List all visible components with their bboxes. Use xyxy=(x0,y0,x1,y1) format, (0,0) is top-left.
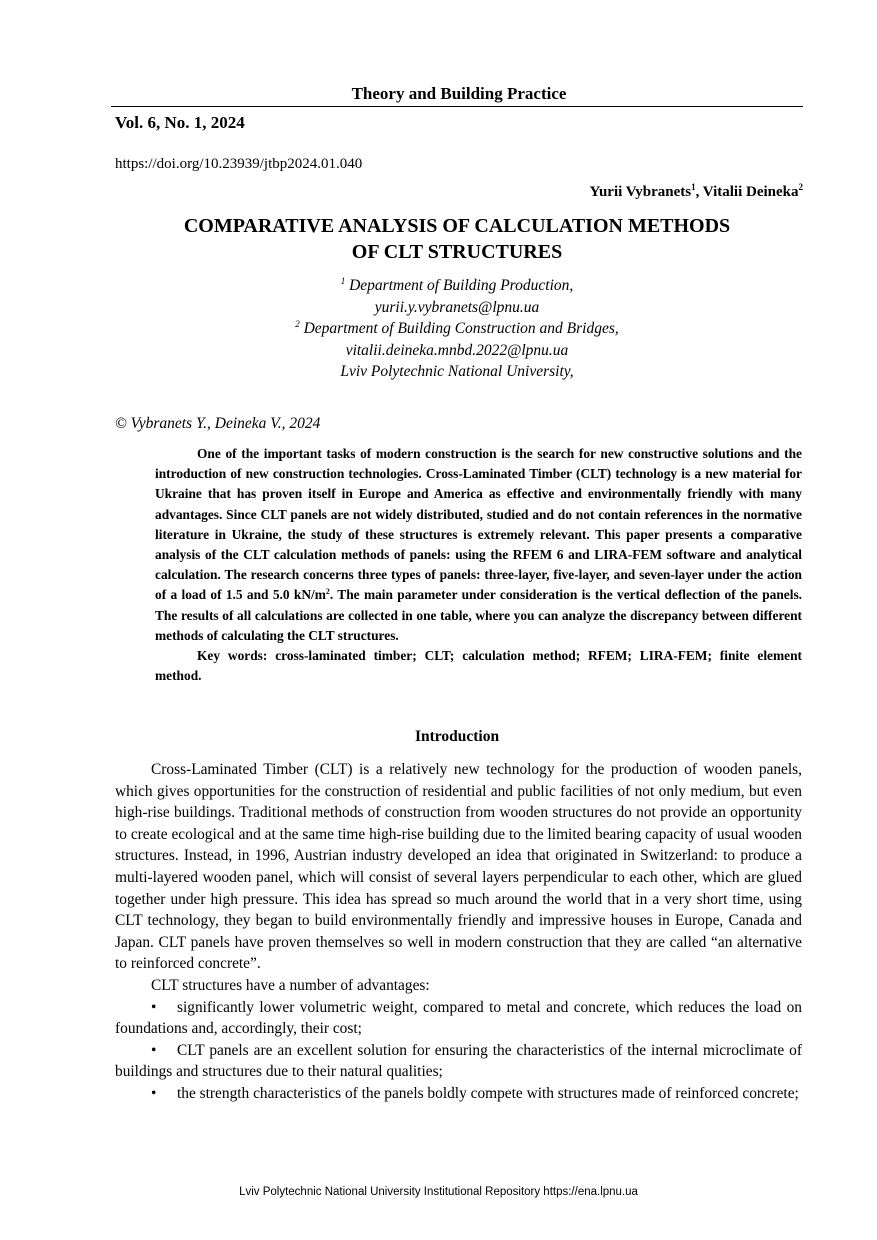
author-1-affil-mark: 1 xyxy=(691,182,696,192)
abstract-text-end: . The main parameter under consideration is the vertical deflection of the panels. The results of all calculations are collected in one table, where you can analyze the discrepancy between different methods of calculating the CLT structures. xyxy=(155,587,803,643)
bullet-icon: • xyxy=(151,1084,157,1102)
section-heading-introduction: Introduction xyxy=(414,728,500,745)
copyright-notice: © Vybranets Y., Deineka V., 2024 xyxy=(115,415,321,432)
affiliation-1-email[interactable]: yurii.y.vybranets@lpnu.ua xyxy=(374,298,540,316)
journal-title: Theory and Building Practice xyxy=(351,84,567,103)
university: Lviv Polytechnic National University, xyxy=(340,363,574,380)
author-1-name: Yurii Vybranets xyxy=(589,184,692,200)
volume-issue: Vol. 6, No. 1, 2024 xyxy=(115,113,245,132)
abstract-text xyxy=(155,444,802,646)
introduction-body xyxy=(115,759,802,1105)
doi-link[interactable]: https://doi.org/10.23939/jtbp2024.01.040 xyxy=(115,156,363,172)
bullet-text: the strength characteristics of the panels boldly compete with structures made of reinforced concrete; xyxy=(177,1084,799,1102)
paper-title-line-2: OF CLT STRUCTURES xyxy=(351,241,563,263)
affiliation-2-email[interactable]: vitalii.deineka.mnbd.2022@lpnu.ua xyxy=(345,341,569,359)
author-2-name: Vitalii Deineka xyxy=(702,184,799,200)
affiliation-1-department: Department of Building Production, xyxy=(345,277,574,294)
affiliation-2 xyxy=(115,318,799,340)
bullet-icon: • xyxy=(151,998,157,1016)
bullet-text: CLT panels are an excellent solution for ensuring the characteristics of the internal microclimate of buildings and structures due to their natural qualities; xyxy=(115,1041,802,1081)
author-line xyxy=(590,183,804,201)
abstract xyxy=(155,444,802,686)
paragraph: Cross-Laminated Timber (CLT) is a relatively new technology for the production of wooden panels, which gives opportunities for the construction of residential and public facilities of not only medium, but even high-rise buildings. Traditional methods of construction from wooden structures do not provide an opportunity to create ecological and at the same time high-rise building due to the limited bearing capacity of usual wooden structures. Instead, in 1996, Austrian industry developed an idea that originated in Switzerland: to produce a multi-layered wooden panel, which will consist of several layers perpendicular to each other, which are glued together under high pressure. This idea has spread so much around the world that in a very short time, using CLT technology, they began to build environmentally friendly and impressive houses in Europe, Canada and Japan. CLT panels have proven themselves so well in modern construction that they are called “an alternative to reinforced concrete”. xyxy=(115,761,802,973)
bullet-item xyxy=(115,1040,802,1083)
affiliations xyxy=(115,275,799,383)
author-separator: , xyxy=(695,184,703,200)
bullet-icon: • xyxy=(151,1041,157,1059)
abstract-unit-exponent: 2 xyxy=(325,587,330,597)
affiliation-1 xyxy=(115,275,799,297)
affiliation-2-mark: 2 xyxy=(295,319,300,329)
bullet-text: significantly lower volumetric weight, compared to metal and concrete, which reduces the load on foundations and, accordingly, their cost; xyxy=(115,998,802,1038)
affiliation-1-mark: 1 xyxy=(340,276,346,286)
keywords: Key words: cross-laminated timber; CLT; calculation method; RFEM; LIRA-FEM; finite element method. xyxy=(155,648,802,684)
paper-title xyxy=(115,213,799,265)
paragraph: CLT structures have a number of advantages: xyxy=(151,976,430,994)
bullet-item xyxy=(115,1083,802,1105)
header-rule xyxy=(111,106,803,107)
abstract-text-main: One of the important tasks of modern construction is the search for new constructive solutions and the introduction of new construction technologies. Cross-Laminated Timber (CLT) technology is a new material for Ukraine that has proven itself in Europe and America as effective and environmentally friendly with many advantages. Since CLT panels are not widely distributed, studied and do not contain references in the normative literature in Ukraine, the study of these structures is extremely relevant. This paper presents a comparative analysis of the CLT calculation methods of panels: using the RFEM 6 and LIRA-FEM software and analytical calculation. The research concerns three types of panels: three-layer, five-layer, and seven-layer under the action of a load of 1.5 and 5.0 kN/m xyxy=(155,446,802,603)
repository-footer: Lviv Polytechnic National University Institutional Repository https://ena.lpnu.ua xyxy=(239,1186,638,1198)
affiliation-2-department: Department of Building Construction and Bridges, xyxy=(299,320,619,337)
bullet-item xyxy=(115,997,802,1040)
paper-title-line-1: COMPARATIVE ANALYSIS OF CALCULATION METHODS xyxy=(183,215,731,237)
author-2-affil-mark: 2 xyxy=(798,182,803,192)
